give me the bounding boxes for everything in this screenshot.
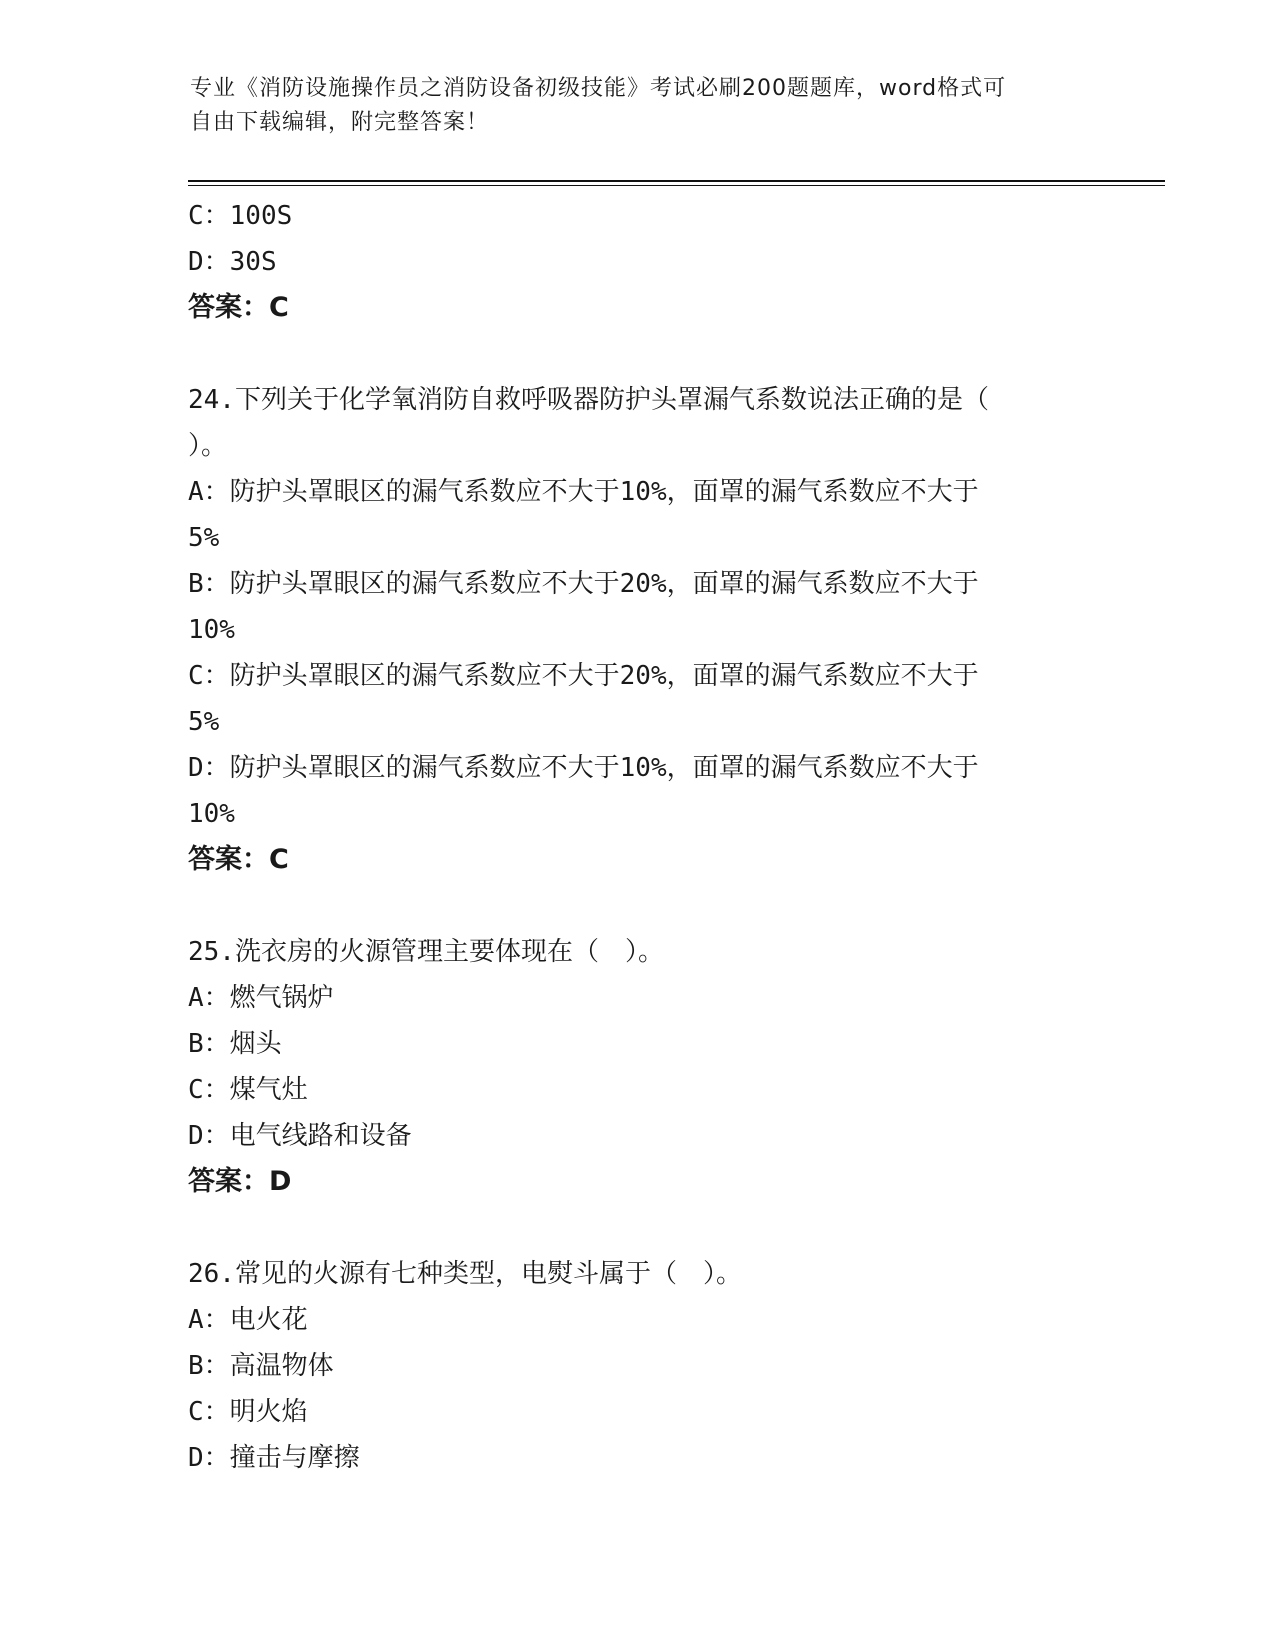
q24-stem-line-1: 24.下列关于化学氧消防自救呼吸器防护头罩漏气系数说法正确的是（ [188,385,989,415]
header-line-1: 专业《消防设施操作员之消防设备初级技能》考试必刷200题题库，word格式可 [190,76,1007,101]
question-content [188,193,1088,1481]
q24-answer: 答案：C [188,844,289,875]
q25-answer: 答案：D [188,1166,292,1197]
q24-option-c-line-1: C：防护头罩眼区的漏气系数应不大于20%，面罩的漏气系数应不大于 [188,661,979,691]
q25-option-a: A：燃气锅炉 [188,983,334,1013]
q25-option-c: C：煤气灶 [188,1075,308,1105]
q26-stem: 26.常见的火源有七种类型，电熨斗属于（ ）。 [188,1259,742,1289]
document-header [190,72,1090,140]
q26-option-a: A：电火花 [188,1305,308,1335]
q24-option-b-line-2: 10% [188,615,235,645]
header-divider-thin [188,185,1165,186]
q25-option-b: B：烟头 [188,1029,282,1059]
q24-option-a-line-1: A：防护头罩眼区的漏气系数应不大于10%，面罩的漏气系数应不大于 [188,477,979,507]
header-divider-thick [188,180,1165,182]
q24-option-d-line-2: 10% [188,799,235,829]
q25-stem: 25.洗衣房的火源管理主要体现在（ ）。 [188,937,664,967]
spacer [188,883,1088,929]
prev-answer: 答案：C [188,292,289,323]
prev-option-d: D：30S [188,247,277,277]
q24-stem-line-2: ）。 [188,431,228,461]
prev-option-c: C：100S [188,201,293,231]
header-line-2: 自由下载编辑，附完整答案！ [190,110,490,135]
q24-option-c-line-2: 5% [188,707,220,737]
q24-option-a-line-2: 5% [188,523,220,553]
spacer [188,1205,1088,1251]
q24-option-d-line-1: D：防护头罩眼区的漏气系数应不大于10%，面罩的漏气系数应不大于 [188,753,979,783]
q24-option-b-line-1: B：防护头罩眼区的漏气系数应不大于20%，面罩的漏气系数应不大于 [188,569,979,599]
q26-option-c: C：明火焰 [188,1397,308,1427]
q26-option-d: D：撞击与摩擦 [188,1443,360,1473]
q26-option-b: B：高温物体 [188,1351,334,1381]
spacer [188,331,1088,377]
q25-option-d: D：电气线路和设备 [188,1121,412,1151]
